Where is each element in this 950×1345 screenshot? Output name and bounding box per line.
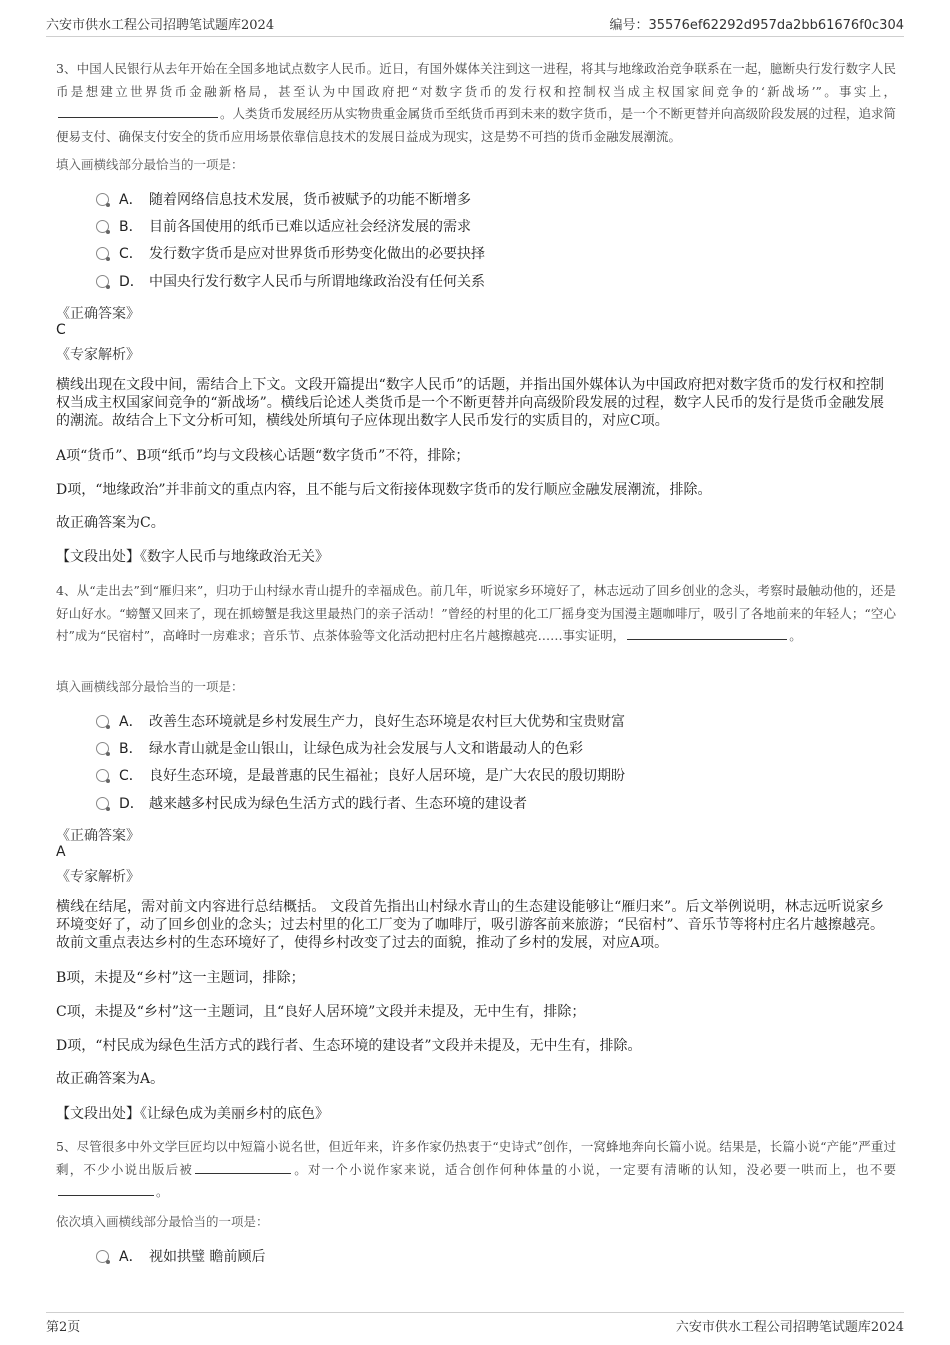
question-5-blank-1 <box>195 1161 291 1174</box>
option-label: A． <box>119 714 143 730</box>
question-3-analysis-para-1: 横线出现在文段中间，需结合上下文。文段开篇提出“数字人民币”的话题，并指出国外媒体认为中国政府把对数字货币的发行权和控制权当成主权国家间竞争的“新战场”。横线后论述人类货币是一个不断更替并向高级阶段发展的过程，数字人民币的发行是货币金融发展的潮流。故结合上下文分析可知，横线处所填句子应体现出数字人民币发行的实质目的，对应C项。 <box>56 377 884 429</box>
question-3-answer: C <box>56 322 66 338</box>
header-title: 六安市供水工程公司招聘笔试题库2024 <box>46 18 275 33</box>
question-4-option-b[interactable] <box>96 737 583 761</box>
header-divider <box>46 36 904 37</box>
question-4-analysis-para-2: B项，未提及“乡村”这一主题词，排除； <box>56 970 305 986</box>
question-4-prompt: 填入画横线部分最恰当的一项是： <box>56 679 244 694</box>
radio-icon[interactable] <box>96 1250 109 1263</box>
radio-icon[interactable] <box>96 193 109 206</box>
question-3-option-b[interactable] <box>96 215 471 239</box>
question-4-analysis-tag: 《专家解析》 <box>56 869 140 885</box>
question-4-analysis-para-5: 故正确答案为A。 <box>56 1071 165 1087</box>
footer-title: 六安市供水工程公司招聘笔试题库2024 <box>675 1320 904 1335</box>
question-4-option-d[interactable] <box>96 792 527 816</box>
question-3-source: 【文段出处】《数字人民币与地缘政治无关》 <box>56 549 329 565</box>
option-label: A． <box>119 1249 143 1265</box>
radio-icon[interactable] <box>96 275 109 288</box>
option-label: B． <box>119 219 143 235</box>
option-label: C． <box>119 246 143 262</box>
question-4-answer-tag: 《正确答案》 <box>56 828 140 844</box>
question-5-prompt: 依次填入画横线部分最恰当的一项是： <box>56 1214 269 1229</box>
option-text: 目前各国使用的纸币已难以适应社会经济发展的需求 <box>149 219 471 235</box>
question-3-answer-tag: 《正确答案》 <box>56 306 140 322</box>
question-3-text <box>56 58 896 148</box>
footer-divider <box>46 1312 904 1313</box>
question-3-analysis-para-2: A项“货币”、B项“纸币”均与文段核心话题“数字货币”不符，排除； <box>56 448 470 464</box>
radio-icon[interactable] <box>96 769 109 782</box>
option-label: D． <box>119 274 144 290</box>
option-text: 发行数字货币是应对世界货币形势变化做出的必要抉择 <box>149 246 485 262</box>
page-number: 第2页 <box>46 1320 81 1335</box>
question-4-answer: A <box>56 844 66 860</box>
question-4-text-part2: 。 <box>789 628 802 643</box>
option-text: 绿水青山就是金山银山，让绿色成为社会发展与人文和谐最动人的色彩 <box>149 741 583 757</box>
question-5-text-part3: 。 <box>156 1184 169 1199</box>
question-4-option-a[interactable] <box>96 710 625 734</box>
option-text: 随着网络信息技术发展，货币被赋予的功能不断增多 <box>149 192 471 208</box>
page-header <box>46 14 904 36</box>
question-4-analysis-para-3: C项，未提及“乡村”这一主题词，且“良好人居环境”文段并未提及，无中生有，排除； <box>56 1004 586 1020</box>
question-3-option-c[interactable] <box>96 242 485 266</box>
option-text: 视如拱璧 瞻前顾后 <box>149 1249 266 1265</box>
question-5-blank-2 <box>58 1183 154 1196</box>
question-4-option-c[interactable] <box>96 764 625 788</box>
option-text: 越来越多村民成为绿色生活方式的践行者、生态环境的建设者 <box>149 796 527 812</box>
question-4-blank <box>627 627 787 640</box>
question-3-option-d[interactable] <box>96 270 485 294</box>
radio-icon[interactable] <box>96 797 109 810</box>
question-5-option-a[interactable] <box>96 1245 265 1269</box>
option-text: 中国央行发行数字人民币与所谓地缘政治没有任何关系 <box>149 274 485 290</box>
question-3-option-a[interactable] <box>96 188 471 212</box>
question-3-analysis-para-3: D项，“地缘政治”并非前文的重点内容，且不能与后文衔接体现数字货币的发行顺应金融发展潮流，排除。 <box>56 482 712 498</box>
option-label: C． <box>119 768 143 784</box>
question-3-analysis-para-4: 故正确答案为C。 <box>56 515 165 531</box>
question-3-text-part2: 。人类货币发展经历从实物贵重金属货币至纸货币再到未来的数字货币，是一个不断更替并向高级阶段发展的过程，追求简便易支付、确保支付安全的货币应用场景依靠信息技术的发展日益成为现实，这是势不可挡的货币金融发展潮流。 <box>56 106 896 144</box>
radio-icon[interactable] <box>96 715 109 728</box>
option-text: 良好生态环境，是最普惠的民生福祉；良好人居环境，是广大农民的殷切期盼 <box>149 768 625 784</box>
option-label: D． <box>119 796 144 812</box>
question-3-text-part1: 3、中国人民银行从去年开始在全国多地试点数字人民币。近日，有国外媒体关注到这一进程，将其与地缘政治竞争联系在一起，臆断央行发行数字人民币是想建立世界货币金融新格局，甚至认为中国政府把“对数字货币的发行权和控制权当成主权国家间竞争的‘新战场’”。事实上， <box>56 61 896 99</box>
radio-icon[interactable] <box>96 247 109 260</box>
question-5-text-part2: 。对一个小说作家来说，适合创作何种体量的小说，一定要有清晰的认知，没必要一哄而上，也不要 <box>293 1161 896 1177</box>
question-5-text <box>56 1136 896 1204</box>
radio-icon[interactable] <box>96 742 109 755</box>
question-5-text-part1: 5、尽管很多中外文学巨匠均以中短篇小说名世，但近年来，许多作家仍热衷于“史诗式”创作，一窝蜂地奔向长篇小说。结果是，长篇小说“产能”严重过剩，不少小说出版后被 <box>56 1139 896 1177</box>
question-3-prompt: 填入画横线部分最恰当的一项是： <box>56 157 244 172</box>
question-3-analysis-tag: 《专家解析》 <box>56 347 140 363</box>
option-text: 改善生态环境就是乡村发展生产力，良好生态环境是农村巨大优势和宝贵财富 <box>149 714 625 730</box>
question-4-analysis-para-4: D项，“村民成为绿色生活方式的践行者、生态环境的建设者”文段并未提及，无中生有，排除。 <box>56 1038 642 1054</box>
question-4-text-part1: 4、从“走出去”到“雁归来”，归功于山村绿水青山提升的幸福成色。前几年，听说家乡环境好了，林志远动了回乡创业的念头，考察时最触动他的，还是好山好水。“螃蟹又回来了，现在抓螃蟹是我这里最热门的亲子活动！”曾经的村里的化工厂摇身变为国漫主题咖啡厅，吸引了各地前来的年轻人；“空心村”成为“民宿村”，高峰时一房难求；音乐节、点茶体验等文化活动把村庄名片越擦越亮……事实证明， <box>56 583 896 643</box>
radio-icon[interactable] <box>96 220 109 233</box>
question-4-source: 【文段出处】《让绿色成为美丽乡村的底色》 <box>56 1106 329 1122</box>
option-label: A． <box>119 192 143 208</box>
question-3-blank <box>58 105 218 118</box>
question-4-text <box>56 580 896 648</box>
header-doc-id: 编号：35576ef62292d957da2bb61676f0c304 <box>609 18 904 33</box>
question-4-analysis-para-1: 横线在结尾，需对前文内容进行总结概括。 文段首先指出山村绿水青山的生态建设能够让“雁归来”。后文举例说明，林志远听说家乡环境变好了，动了回乡创业的念头；过去村里的化工厂变为了咖啡厅，吸引游客前来旅游；“民宿村”、音乐节等将村庄名片越擦越亮。故前文重点表达乡村的生态环境好了，使得乡村改变了过去的面貌，推动了乡村的发展，对应A项。 <box>56 899 884 951</box>
option-label: B． <box>119 741 143 757</box>
